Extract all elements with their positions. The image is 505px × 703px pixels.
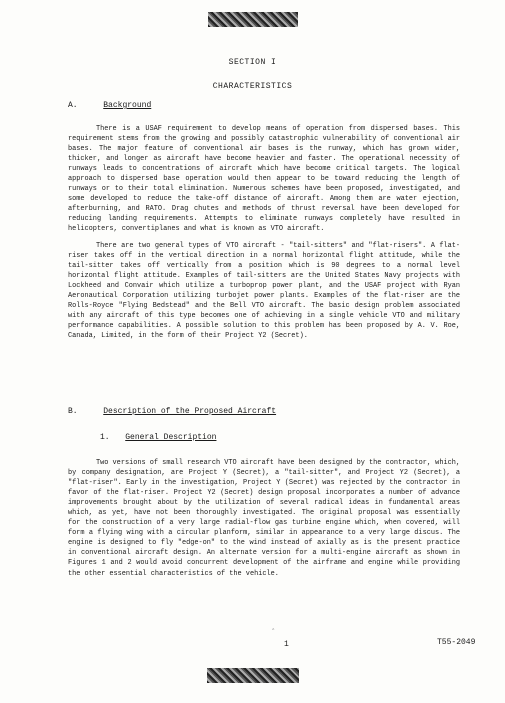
subsection-1-title: General Description xyxy=(125,433,217,442)
subsection-1-heading xyxy=(100,433,216,442)
chapter-title: CHARACTERISTICS xyxy=(212,82,293,91)
document-number: T55-2049 xyxy=(437,638,476,647)
subsection-1-number: 1. xyxy=(100,433,110,442)
page-number: 1 xyxy=(284,640,289,649)
scan-mark: ‸ xyxy=(272,623,275,631)
section-b-title: Description of the Proposed Aircraft xyxy=(103,407,277,416)
background-paragraph-2: There are two general types of VTO aircraft - "tail-sitters" and "flat-risers". A flat-riser takes off in the vertical direction in a normal horizontal flight attitude, while the tail-sitter takes off vertically from a position which is 90 degrees to a normal level horizontal flight attitude. Examples of tail-sitters are the United States Navy projects with Lockheed and Convair which utilize a turboprop power plant, and the USAF project with Ryan Aeronautical Corporation utilizing turbojet power plants. Examples of the flat-riser are the Rolls-Royce "Flying Bedstead" and the Bell VTO aircraft. The basic design problem associated with any aircraft of this type becomes one of achieving in a single vehicle VTO and military performance capabilities. A possible solution to this problem has been proposed by A. V. Roe, Canada, Limited, in the form of their Project Y2 (Secret). xyxy=(68,242,460,341)
section-b-heading xyxy=(68,407,276,416)
section-a-title: Background xyxy=(103,101,152,110)
section-a-heading xyxy=(68,101,151,110)
background-paragraph-1: There is a USAF requirement to develop means of operation from dispersed bases. This requirement stems from the growing and possibly catastrophic vulnerability of conventional air bases. The major feature of conventional air bases is the runway, which has grown wider, thicker, and longer as aircraft have become heavier and faster. The operational necessity of runways leads to concentrations of aircraft which have become critical targets. The logical approach to dispersed base operation would then appear to be toward reducing the length of runways or to their total elimination. Numerous schemes have been proposed, investigated, and some developed to reduce the take-off distance of aircraft. Among them are water ejection, afterburning, and RATO. Drag chutes and methods of thrust reversal have been developed for reducing landing requirements. Attempts to eliminate runways completely have resulted in helicopters, convertiplanes and what is known as VTO aircraft. xyxy=(68,125,460,234)
section-b-letter: B. xyxy=(68,407,78,416)
section-a-letter: A. xyxy=(68,101,78,110)
redaction-stamp-top xyxy=(208,12,298,27)
section-title: SECTION I xyxy=(228,58,277,67)
redaction-stamp-bottom xyxy=(207,668,299,683)
general-description-paragraph: Two versions of small research VTO aircraft have been designed by the contractor, which, by company designation, are Project Y (Secret), a "tail-sitter", and Project Y2 (Secret), a "flat-riser". Early in the investigation, Project Y (Secret) was rejected by the contractor in favor of the flat-riser. Project Y2 (Secret) design proposal incorporates a number of advance improvements brought about by the utilization of several radical ideas in fundamental areas which, as yet, have not been thoroughly investigated. The original proposal was essentially for the construction of a very large radial-flow gas turbine engine which, when covered, will form a flying wing with a circular planform, similar in appearance to a very large discus. The engine is designed to fly "edge-on" to the wind instead of axially as is the present practice in conventional aircraft design. An alternate version for a multi-engine aircraft as shown in Figures 1 and 2 would avoid concurrent development of the airframe and engine while providing the other essential characteristics of the vehicle. xyxy=(68,459,460,578)
